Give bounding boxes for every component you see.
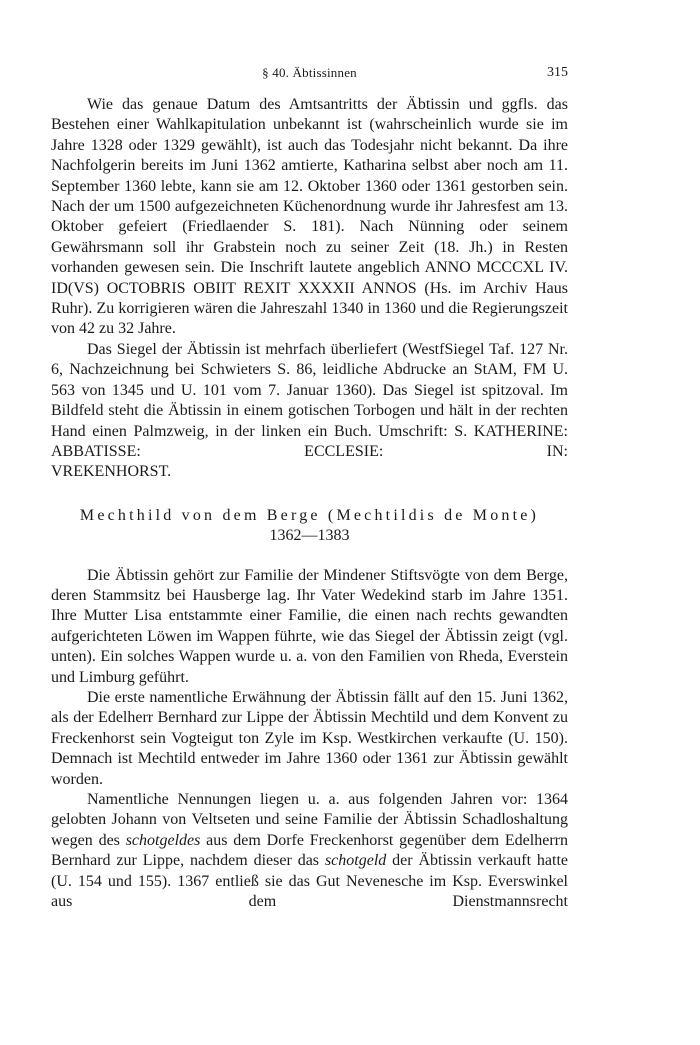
section-heading-name: Mechthild von dem Berge (Mechtildis de Monte) xyxy=(79,506,540,524)
paragraph: Das Siegel der Äbtissin ist mehrfach überliefert (WestfSiegel Taf. 127 Nr. 6, Nachzeichnung bei Schwieters S. 86, leidliche Abdrucke an StAM, FM U. 563 von 1345 und U. 101 vom 7. Januar 1360). Das Siegel ist spitzoval. Im Bildfeld steht die Äbtissin in einem gotischen Torbogen und hält in der rechten Hand einen Palmzweig, in der linken ein Buch. Umschrift: S. KATHERINE: ABBATISSE: ECCLESIE: IN: xyxy=(51,340,568,460)
paragraph xyxy=(51,790,568,912)
paragraph: Die erste namentliche Erwähnung der Äbtissin fällt auf den 15. Juni 1362, als der Edelherr Bernhard zur Lippe der Äbtissin Mechtild und dem Konvent zu Freckenhorst sein Vogteigut ton Zyle im Ksp. Westkirchen verkaufte (U. 150). Demnach ist Mechtild entweder im Jahre 1360 oder 1361 zur Äbtissin gewählt worden. xyxy=(51,688,568,788)
paragraph: Die Äbtissin gehört zur Familie der Mindener Stiftsvögte von dem Berge, deren Stammsitz bei Hausberge lag. Ihr Vater Wedekind starb im Jahre 1351. Ihre Mutter Lisa entstammte einer Familie, die einen nach rechts gewandten aufgerichteten Löwen im Wappen führte, wie das Siegel der Äbtissin zeigt (vgl. unten). Ein solches Wappen wurde u. a. von den Familien von Rheda, Everstein und Limburg geführt. xyxy=(51,566,568,686)
italic-term: schotgeldes xyxy=(125,831,201,849)
italic-term: schotgeld xyxy=(324,852,387,870)
text-run: Namentliche Nennungen liegen u. a. aus folgenden Jahren vor: 1364 gelobten Johann von Veltseten und seine Familie der Äbtissin Schadloshaltung wegen des xyxy=(51,791,568,849)
text-run: aus dem Dorfe Freckenhorst gegenüber dem Edelherrn Bernhard zur Lippe, nachdem dieser das xyxy=(51,831,568,870)
section-heading-years: 1362—1383 xyxy=(269,527,350,545)
section-body xyxy=(51,566,568,913)
running-title: § 40. Äbtissinnen xyxy=(262,65,357,80)
page-number: 315 xyxy=(547,65,568,80)
body-text xyxy=(51,95,568,912)
page-header xyxy=(51,65,568,85)
text-run: der Äbtissin verkauft hatte (U. 154 und 155). 1367 entließ sie das Gut Nevenesche im Ksp. Everswinkel aus dem Dienstmannsrecht xyxy=(51,852,569,911)
section-heading xyxy=(51,506,568,547)
paragraph-continuation: VREKENHORST. xyxy=(51,463,172,481)
paragraph: Wie das genaue Datum des Amtsantritts der Äbtissin und ggfls. das Bestehen einer Wahlkapitulation unbekannt ist (wahrscheinlich wurde sie im Jahre 1328 oder 1329 gewählt), ist auch das Todesjahr nicht bekannt. Da ihre Nachfolgerin bereits im Juni 1362 amtierte, Katharina selbst aber noch am 11. September 1360 lebte, kann sie am 12. Oktober 1360 oder 1361 gestorben sein. Nach der um 1500 aufgezeichneten Küchenordnung wurde ihr Jahresfest am 13. Oktober gefeiert (Friedlaender S. 181). Nach Nünning oder seinem Gewährsmann soll ihr Grabstein noch zu seiner Zeit (18. Jh.) in Resten vorhanden gewesen sein. Die Inschrift lautete angeblich ANNO MCCCXL IV. ID(VS) OCTOBRIS OBIIT REXIT XXXXII ANNOS (Hs. im Archiv Haus Ruhr). Zu korrigieren wären die Jahreszahl 1340 in 1360 und die Regierungszeit von 42 zu 32 Jahre. xyxy=(51,96,568,338)
